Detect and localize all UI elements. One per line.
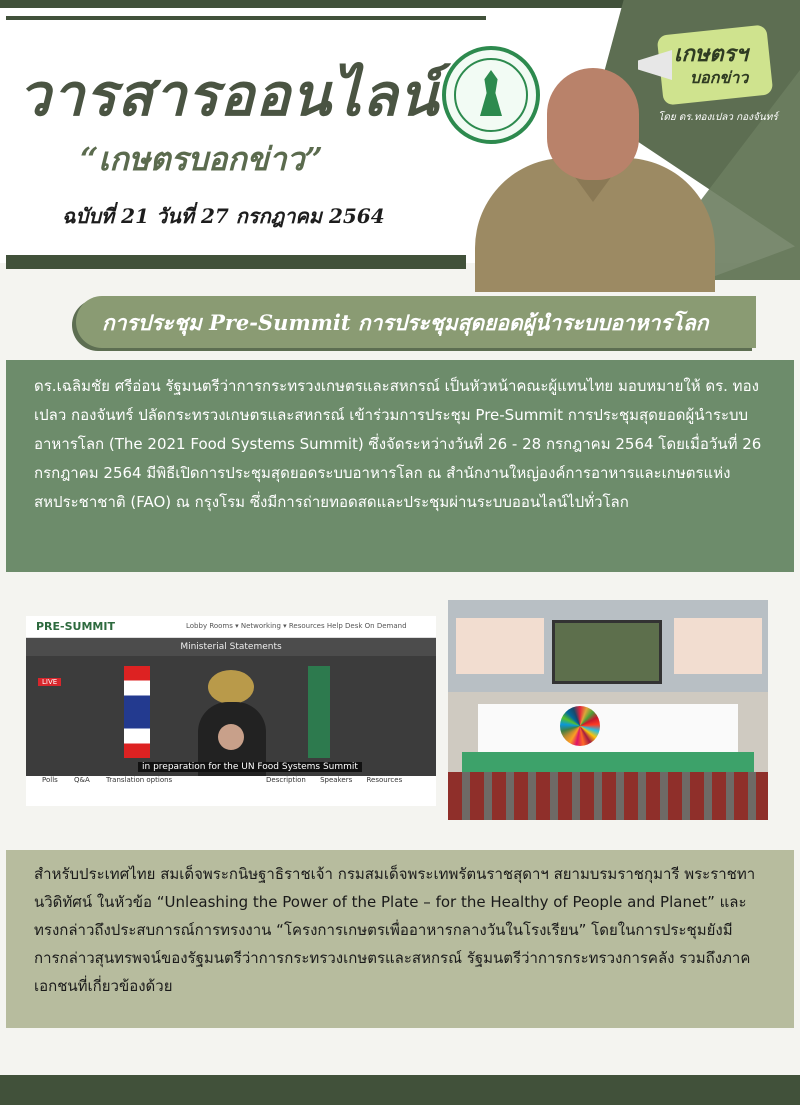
screenshot-menu: Lobby Rooms ▾ Networking ▾ Resources Help Desk On Demand — [186, 622, 407, 630]
tab-resources: Resources — [366, 776, 403, 784]
magazine-title: วารสารออนไลน์ — [18, 61, 440, 129]
paragraph-2-text: สำหรับประเทศไทย สมเด็จพระกนิษฐาธิราชเจ้า กรมสมเด็จพระเทพรัตนราชสุดาฯ สยามบรมราชกุมารี พระราชทานวิดิทัศน์ ในหัวข้อ “Unleashing the Power of the Plate – for the Healthy of People and Planet” และทรงกล่าวถึงประสบการณ์การทรงงาน “โครงการเกษตรเพื่ออาหารกลางวันในโรงเรียน” โดยในการประชุมยังมีการกล่าวสุนทรพจน์ของรัฐมนตรีว่าการกระทรวงเกษตรและสหกรณ์ รัฐมนตรีว่าการกระทรวงการคลัง รวมถึงภาคเอกชนที่เกี่ยวข้องด้วย — [34, 865, 756, 995]
portrait-head — [547, 68, 639, 180]
tab-qa: Q&A — [74, 776, 90, 784]
speaker-desk — [462, 752, 754, 772]
sdg-wheel-icon — [560, 706, 600, 746]
stage-backdrop — [478, 704, 738, 752]
logo-text-line1: เกษตรฯ — [674, 41, 748, 67]
center-screen — [552, 620, 662, 684]
megaphone-icon — [638, 50, 672, 80]
logo-credit: โดย ดร.ทองเปลว กองจันทร์ — [658, 112, 778, 123]
tab-polls: Polls — [42, 776, 58, 784]
livestream-screenshot — [26, 616, 436, 806]
article-paragraph-2 — [6, 850, 794, 1028]
tab-description: Description — [266, 776, 306, 784]
tab-speakers: Speakers — [320, 776, 353, 784]
ministry-flag — [308, 666, 330, 758]
speaker-face — [218, 724, 244, 750]
issue-date: ฉบับที่ 21 วันที่ 27 กรกฎาคม 2564 — [62, 204, 385, 228]
paragraph-1-text: ดร.เฉลิมชัย ศรีอ่อน รัฐมนตรีว่าการกระทรวงเกษตรและสหกรณ์ เป็นหัวหน้าคณะผู้แทนไทย มอบหมายให้ ดร. ทองเปลว กองจันทร์ ปลัดกระทรวงเกษตรและสหกรณ์ เข้าร่วมการประชุม Pre-Summit การประชุมสุดยอดผู้นำระบบอาหารโลก (The 2021 Food Systems Summit) ซึ่งจัดระหว่างวันที่ 26 - 28 กรกฎาคม 2564 โดยเมื่อวันที่ 26 กรกฎาคม 2564 มีพิธีเปิดการประชุมสุดยอดระบบอาหารโลก ณ สำนักงานใหญ่องค์การอาหารและเกษตรแห่งสหประชาชาติ (FAO) ณ กรุงโรม ซึ่งมีการถ่ายทอดสดและประชุมผ่านระบบออนไลน์ไปทั่วโลก — [34, 377, 762, 511]
article-paragraph-1 — [6, 360, 794, 572]
magazine-subtitle: “เกษตรบอกข่าว” — [80, 140, 323, 178]
side-screen-left — [456, 618, 544, 674]
screenshot-tabs-right — [266, 776, 414, 784]
screenshot-stage-title: Ministerial Statements — [26, 638, 436, 656]
live-badge: LIVE — [38, 678, 61, 686]
audience-seats — [448, 772, 768, 820]
logo-text-line2: บอกข่าว — [690, 68, 749, 87]
conference-hall-photo — [448, 600, 768, 820]
headline-banner — [76, 296, 756, 348]
screenshot-navbar — [26, 616, 436, 638]
screenshot-video — [26, 638, 436, 776]
header-rule-top — [6, 16, 486, 20]
emblem — [208, 670, 254, 704]
thai-flag — [124, 666, 150, 758]
tab-translation: Translation options — [106, 776, 173, 784]
kaset-news-logo — [638, 20, 783, 130]
headline-text: การประชุม Pre-Summit การประชุมสุดยอดผู้นำระบบอาหารโลก — [102, 310, 709, 335]
side-screen-right — [674, 618, 762, 674]
video-caption: in preparation for the UN Food Systems Summit — [138, 762, 362, 772]
screenshot-logo: PRE-SUMMIT — [36, 620, 115, 633]
header-rule-bottom — [6, 255, 466, 269]
bottom-band — [0, 1075, 800, 1105]
